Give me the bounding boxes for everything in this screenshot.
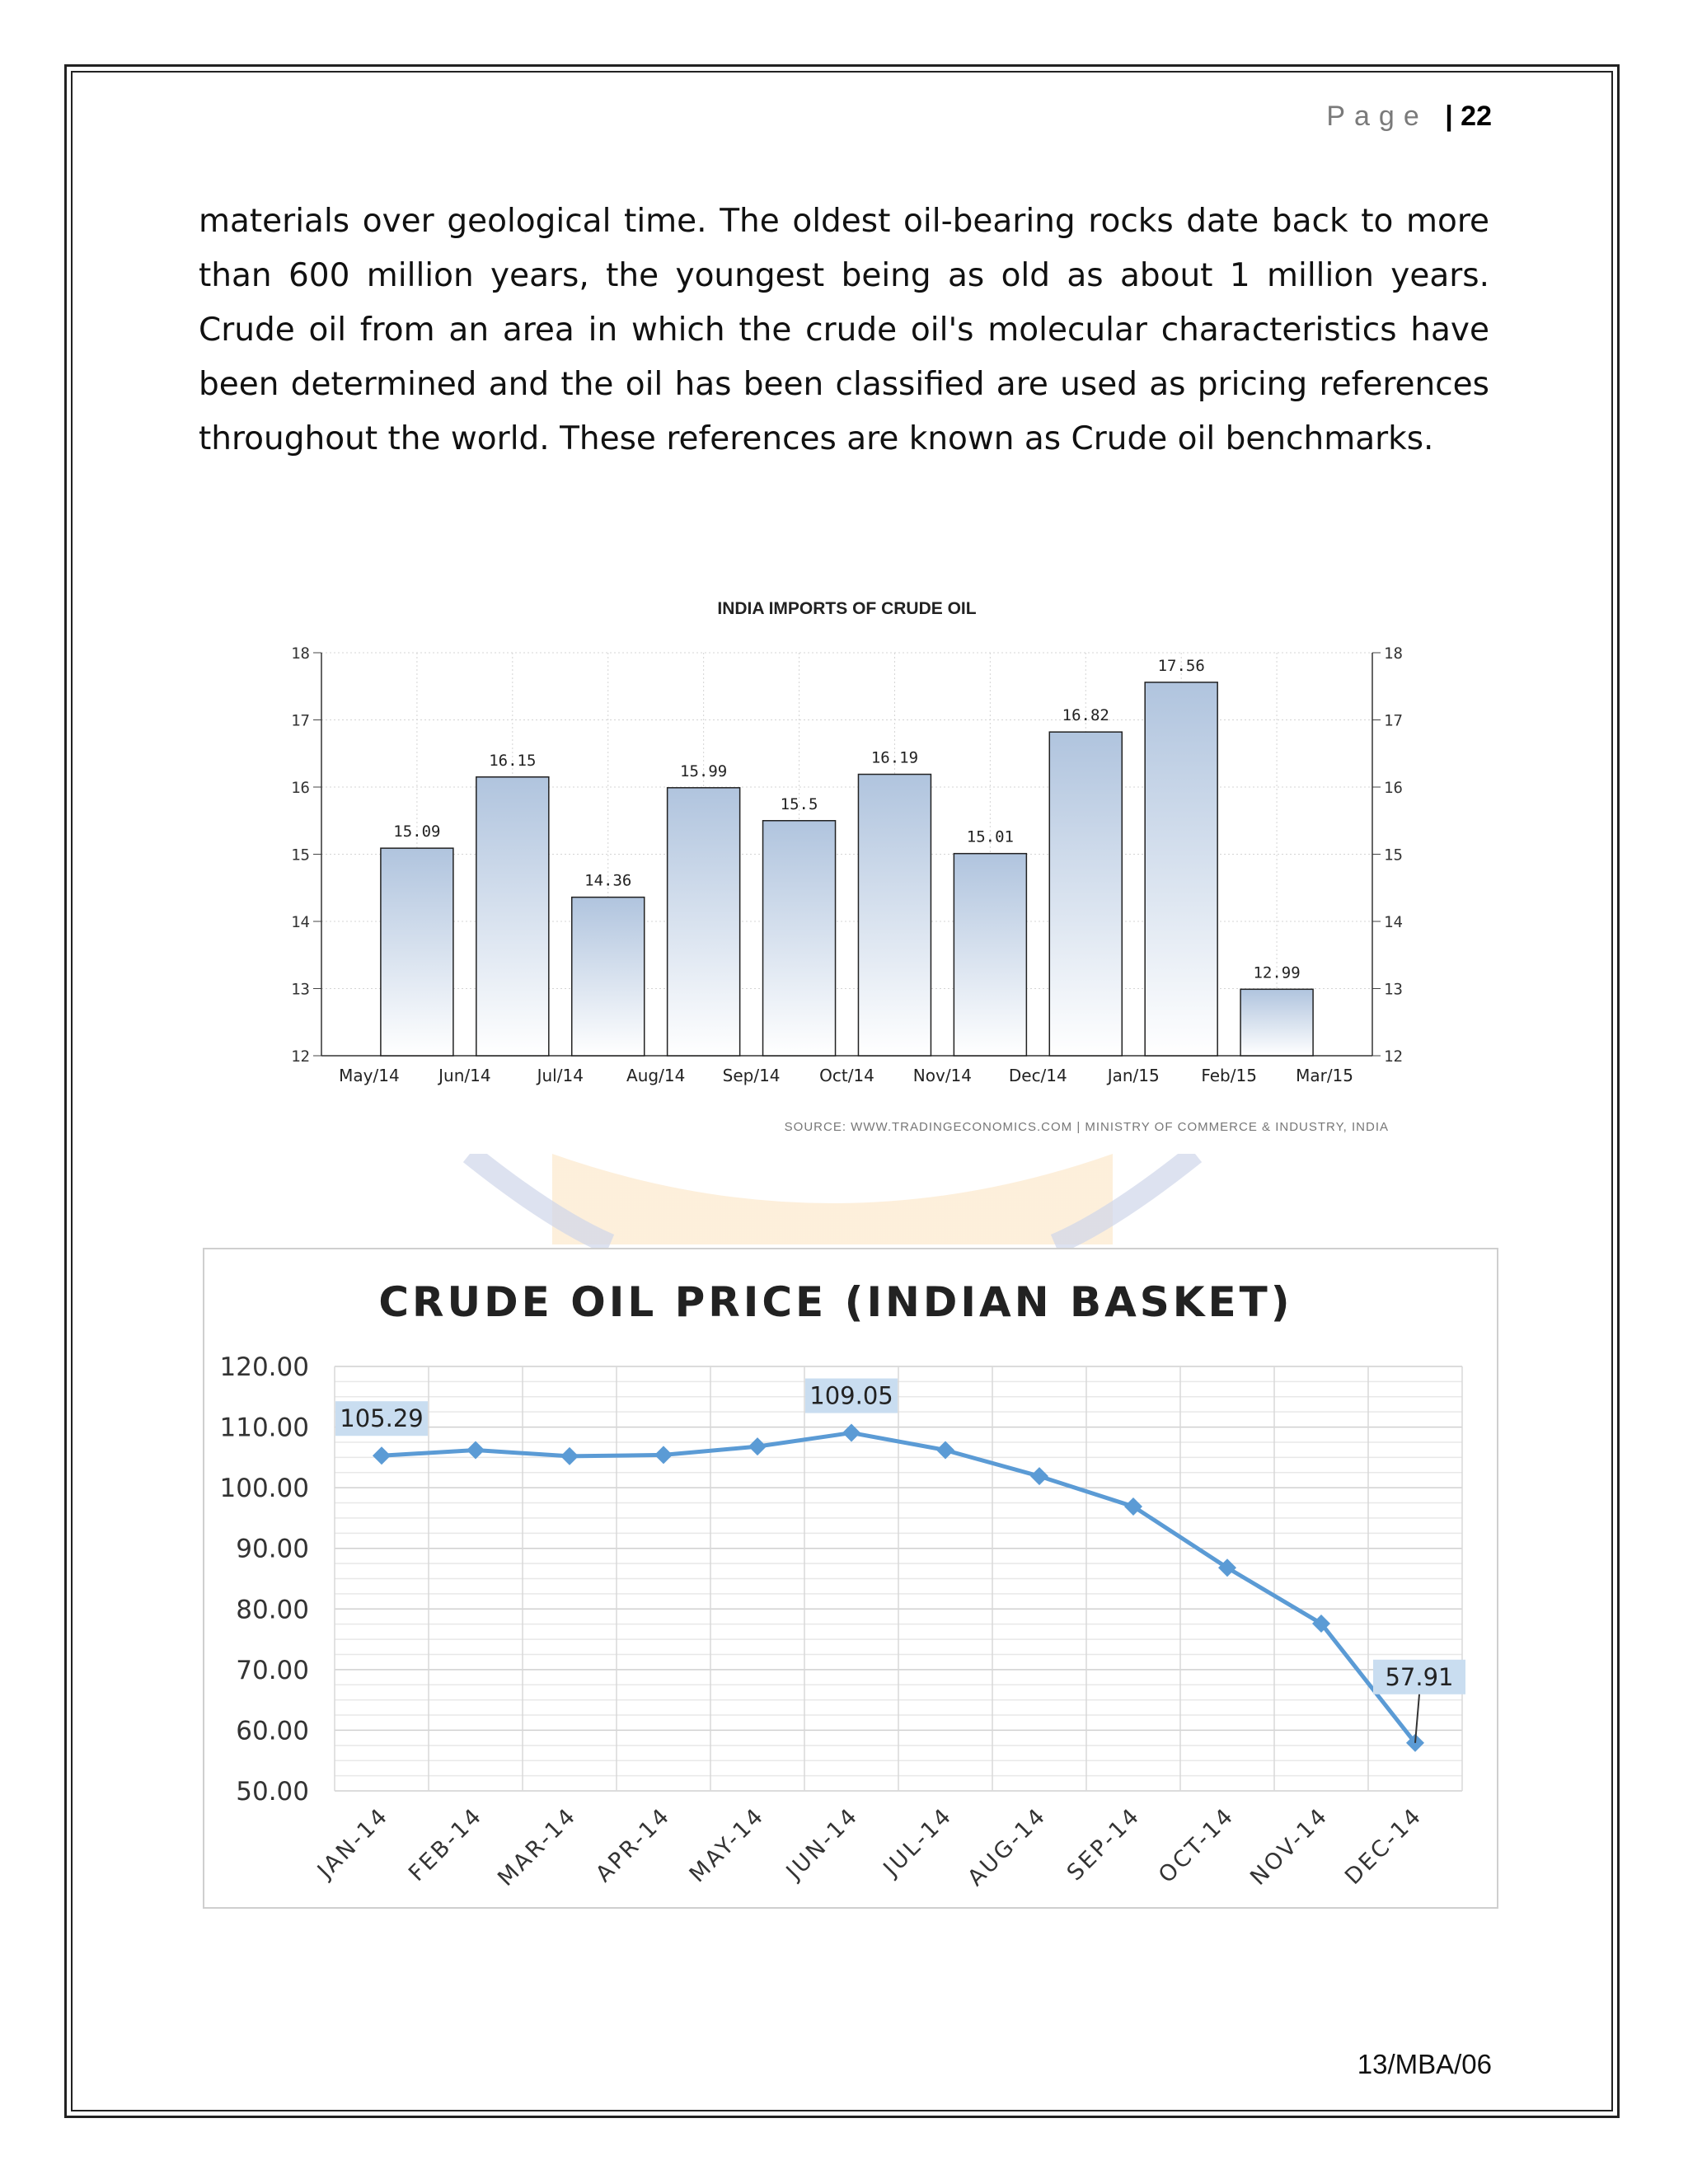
chart1-xtick-label: Feb/15 — [1201, 1066, 1257, 1085]
chart1-value-label: 17.56 — [1157, 656, 1205, 675]
chart1-value-label: 16.82 — [1062, 706, 1109, 725]
chart2-ytick-label: 50.00 — [236, 1777, 309, 1807]
chart2-xtick-label: JAN-14 — [312, 1802, 394, 1884]
chart1-ytick-label-left: 12 — [291, 1047, 310, 1066]
chart1-ytick-label-left: 15 — [291, 846, 310, 865]
chart1-bar — [381, 848, 453, 1056]
chart1-xtick-label: Sep/14 — [722, 1066, 781, 1085]
chart2-xtick-label: FEB-14 — [403, 1802, 488, 1887]
chart2-xtick-label: MAY-14 — [684, 1802, 770, 1888]
chart-crude-oil-price — [203, 1248, 1498, 1909]
chart1-ytick-label-right: 14 — [1384, 913, 1403, 931]
chart1-bar — [1145, 682, 1217, 1056]
watermark-logo — [420, 1154, 1245, 1253]
chart1-value-label: 15.5 — [780, 794, 818, 813]
chart1-value-label: 15.99 — [680, 762, 728, 780]
chart2-ytick-label: 60.00 — [236, 1716, 309, 1746]
chart1-bar — [1049, 732, 1122, 1056]
chart1-title: INDIA IMPORTS OF CRUDE OIL — [717, 599, 977, 618]
body-paragraph: materials over geological time. The oldest oil-bearing rocks date back to more than 600 million years, the youngest being as old as about 1 million years. Crude oil from an area in which the crude oil's molecular characteristics have been determined and the oil has been classified are used as pricing references throughout the world. These references are known as Crude oil benchmarks. — [199, 203, 1489, 457]
chart1-value-label: 14.36 — [584, 871, 632, 890]
chart1-bar — [572, 898, 645, 1056]
chart2-xtick-label: MAR-14 — [493, 1802, 582, 1891]
chart1-xtick-label: Aug/14 — [626, 1066, 686, 1085]
chart1-value-label: 15.01 — [966, 827, 1014, 846]
chart1-xtick-label: Mar/15 — [1296, 1066, 1354, 1085]
chart2-xtick-label: NOV-14 — [1245, 1802, 1334, 1891]
chart1-xtick-label: Jul/14 — [537, 1066, 584, 1085]
chart1-xtick-label: Jan/15 — [1107, 1066, 1160, 1085]
chart1-xtick-label: Jun/14 — [438, 1066, 491, 1085]
page-number: 22 — [1461, 101, 1492, 132]
chart1-ytick-label-right: 15 — [1384, 846, 1403, 865]
chart1-xtick-label: Oct/14 — [819, 1066, 874, 1085]
chart1-ytick-label-left: 18 — [291, 644, 310, 663]
chart2-ytick-label: 80.00 — [236, 1595, 309, 1625]
chart1-bar — [1240, 989, 1313, 1056]
chart2-xtick-label: AUG-14 — [963, 1802, 1052, 1891]
chart1-bar — [954, 854, 1026, 1056]
chart1-source: SOURCE: WWW.TRADINGECONOMICS.COM | MINISTRY OF COMMERCE & INDUSTRY, INDIA — [784, 1120, 1389, 1134]
page-header — [1326, 101, 1492, 133]
chart2-annotation-label: 105.29 — [340, 1404, 424, 1433]
document-code: 13/MBA/06 — [1357, 2049, 1492, 2079]
chart2-ytick-label: 120.00 — [219, 1352, 309, 1382]
page-separator: | — [1445, 101, 1453, 132]
chart1-xtick-label: Dec/14 — [1008, 1066, 1067, 1085]
chart2-xtick-label: DEC-14 — [1340, 1802, 1428, 1890]
chart1-ytick-label-right: 17 — [1384, 711, 1403, 730]
page-word: Page — [1326, 101, 1428, 132]
chart-india-imports — [264, 589, 1418, 1141]
chart2-ytick-label: 90.00 — [236, 1534, 309, 1564]
chart1-ytick-label-left: 14 — [291, 913, 310, 931]
chart1-value-label: 15.09 — [393, 823, 441, 841]
chart2-annotation-label: 57.91 — [1385, 1662, 1454, 1691]
chart2-xtick-label: OCT-14 — [1153, 1802, 1240, 1889]
chart1-ytick-label-left: 13 — [291, 980, 310, 999]
chart2-title: CRUDE OIL PRICE (INDIAN BASKET) — [378, 1278, 1293, 1326]
chart1-xtick-label: Nov/14 — [912, 1066, 973, 1085]
chart1-value-label: 16.15 — [489, 751, 537, 770]
chart1-bar — [763, 821, 836, 1056]
chart1-value-label: 12.99 — [1253, 963, 1301, 982]
chart1-ytick-label-right: 12 — [1384, 1047, 1403, 1066]
chart2-ytick-label: 100.00 — [219, 1474, 309, 1504]
chart1-ytick-label-left: 16 — [291, 779, 310, 797]
chart2-xtick-label: SEP-14 — [1062, 1802, 1146, 1886]
chart2-xtick-label: JUL-14 — [879, 1802, 958, 1882]
chart1-bar — [668, 788, 740, 1056]
chart1-ytick-label-right: 18 — [1384, 644, 1403, 663]
chart1-ytick-label-right: 13 — [1384, 980, 1403, 999]
chart2-xtick-label: JUN-14 — [781, 1802, 864, 1885]
chart2-xtick-label: APR-14 — [591, 1802, 676, 1887]
chart1-value-label: 16.19 — [870, 748, 919, 767]
chart1-ytick-label-left: 17 — [291, 711, 310, 730]
chart1-bar — [858, 775, 931, 1056]
chart1-bar — [476, 777, 549, 1056]
chart1-xtick-label: May/14 — [339, 1066, 400, 1085]
chart2-annotation-label: 109.05 — [809, 1381, 893, 1410]
chart2-ytick-label: 70.00 — [236, 1655, 309, 1685]
chart1-ytick-label-right: 16 — [1384, 779, 1403, 797]
chart2-ytick-label: 110.00 — [219, 1413, 309, 1443]
